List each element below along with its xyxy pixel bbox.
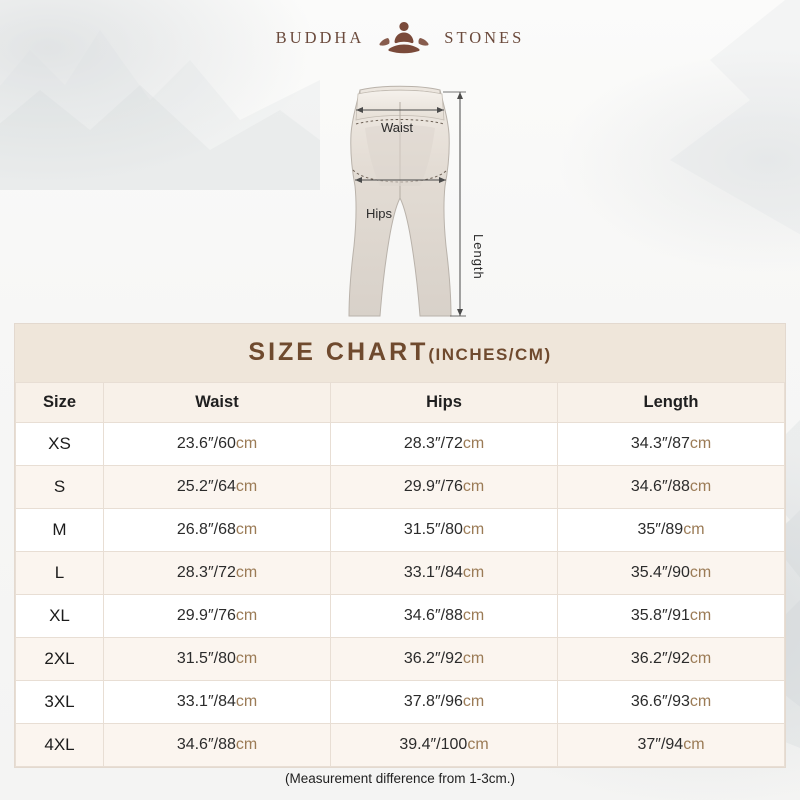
cell-size: L <box>16 552 104 595</box>
brand-name-right: STONES <box>444 28 525 47</box>
cell-hips <box>331 509 558 552</box>
cell-length <box>558 681 785 724</box>
cell-length-value: 34.3″/87 <box>630 435 690 452</box>
cell-length-value: 36.2″/92 <box>630 650 690 667</box>
column-header-length: Length <box>558 383 785 423</box>
cell-length-unit: cm <box>689 478 712 495</box>
cell-length <box>558 466 785 509</box>
leggings-diagram <box>0 58 800 323</box>
cell-hips-value: 33.1″/84 <box>403 564 463 581</box>
cell-waist-unit: cm <box>235 564 258 581</box>
cell-waist-unit: cm <box>235 478 258 495</box>
table-row <box>16 509 785 552</box>
cell-length-value: 35.4″/90 <box>630 564 690 581</box>
cell-waist <box>104 724 331 767</box>
cell-hips-value: 28.3″/72 <box>403 435 463 452</box>
measurement-footnote: (Measurement difference from 1-3cm.) <box>284 771 516 786</box>
size-chart-title-sub: (INCHES/CM) <box>428 345 552 364</box>
cell-waist <box>104 681 331 724</box>
cell-size: 4XL <box>16 724 104 767</box>
cell-size: XL <box>16 595 104 638</box>
cell-waist <box>104 423 331 466</box>
cell-size: 2XL <box>16 638 104 681</box>
cell-waist-value: 25.2″/64 <box>176 478 236 495</box>
cell-hips-value: 34.6″/88 <box>403 607 463 624</box>
cell-length-unit: cm <box>689 435 712 452</box>
cell-hips <box>331 724 558 767</box>
cell-length-unit: cm <box>689 564 712 581</box>
cell-length-unit: cm <box>683 521 705 538</box>
cell-length-unit: cm <box>689 650 712 667</box>
cell-waist-value: 34.6″/88 <box>176 736 236 753</box>
cell-size: S <box>16 466 104 509</box>
table-row <box>16 681 785 724</box>
cell-waist <box>104 552 331 595</box>
column-header-size: Size <box>16 383 104 423</box>
cell-hips-unit: cm <box>462 650 485 667</box>
cell-hips-unit: cm <box>467 736 489 753</box>
table-row <box>16 638 785 681</box>
waist-label: Waist <box>381 120 414 135</box>
table-body <box>16 423 785 767</box>
cell-length-value: 35.8″/91 <box>630 607 690 624</box>
brand-logo <box>0 16 800 60</box>
table-row <box>16 595 785 638</box>
cell-hips-unit: cm <box>462 435 485 452</box>
cell-waist-value: 33.1″/84 <box>176 693 236 710</box>
cell-length-unit: cm <box>689 693 712 710</box>
cell-length <box>558 595 785 638</box>
cell-length-unit: cm <box>683 736 705 753</box>
table-row <box>16 466 785 509</box>
cell-hips <box>331 423 558 466</box>
size-chart-title-main: SIZE CHART <box>248 338 429 366</box>
cell-hips <box>331 638 558 681</box>
cell-length-value: 34.6″/88 <box>630 478 690 495</box>
cell-hips-unit: cm <box>462 478 485 495</box>
leggings-illustration <box>0 58 800 318</box>
cell-hips <box>331 552 558 595</box>
cell-hips-unit: cm <box>462 607 485 624</box>
cell-length <box>558 423 785 466</box>
cell-hips-value: 37.8″/96 <box>403 693 463 710</box>
cell-hips-unit: cm <box>462 521 485 538</box>
lotus-meditation-icon <box>378 16 430 60</box>
size-chart <box>14 323 786 768</box>
cell-length-unit: cm <box>689 607 712 624</box>
column-header-hips: Hips <box>331 383 558 423</box>
cell-length-value: 36.6″/93 <box>630 693 690 710</box>
cell-hips <box>331 466 558 509</box>
cell-waist <box>104 638 331 681</box>
size-chart-table <box>15 382 785 767</box>
cell-waist-value: 26.8″/68 <box>176 521 236 538</box>
cell-waist-unit: cm <box>235 693 258 710</box>
cell-hips-value: 39.4″/100 <box>399 736 468 753</box>
cell-hips <box>331 595 558 638</box>
cell-hips-unit: cm <box>462 564 485 581</box>
table-header-row <box>16 383 785 423</box>
length-label: Length <box>471 234 486 280</box>
cell-waist-value: 31.5″/80 <box>176 650 236 667</box>
cell-waist-unit: cm <box>235 435 258 452</box>
cell-length-value: 37″/94 <box>637 736 684 753</box>
cell-waist-value: 29.9″/76 <box>176 607 236 624</box>
table-row <box>16 423 785 466</box>
cell-waist-unit: cm <box>235 650 258 667</box>
hips-label: Hips <box>366 206 393 221</box>
cell-hips-unit: cm <box>462 693 485 710</box>
cell-hips-value: 31.5″/80 <box>403 521 463 538</box>
cell-hips-value: 29.9″/76 <box>403 478 463 495</box>
table-row <box>16 552 785 595</box>
cell-waist-unit: cm <box>235 521 258 538</box>
cell-waist-unit: cm <box>235 736 258 753</box>
cell-waist <box>104 466 331 509</box>
cell-waist-value: 23.6″/60 <box>176 435 236 452</box>
cell-length-value: 35″/89 <box>637 521 684 538</box>
cell-waist <box>104 509 331 552</box>
cell-hips-value: 36.2″/92 <box>403 650 463 667</box>
size-chart-title <box>15 324 785 382</box>
cell-size: XS <box>16 423 104 466</box>
cell-length <box>558 638 785 681</box>
cell-waist-unit: cm <box>235 607 258 624</box>
cell-waist-value: 28.3″/72 <box>176 564 236 581</box>
cell-size: M <box>16 509 104 552</box>
table-row <box>16 724 785 767</box>
cell-size: 3XL <box>16 681 104 724</box>
cell-hips <box>331 681 558 724</box>
brand-name-left: BUDDHA <box>275 28 365 47</box>
column-header-waist: Waist <box>104 383 331 423</box>
cell-length <box>558 724 785 767</box>
cell-length <box>558 552 785 595</box>
cell-length <box>558 509 785 552</box>
cell-waist <box>104 595 331 638</box>
